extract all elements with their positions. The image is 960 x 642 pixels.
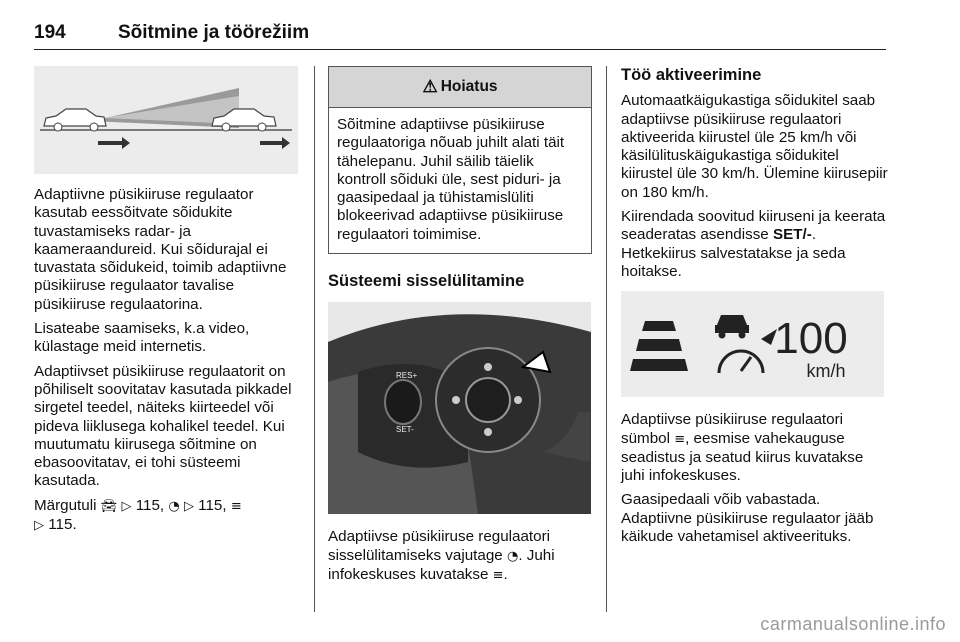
ref-arrow-icon: ▷ bbox=[34, 518, 44, 534]
page-title: Sõitmine ja töörežiim bbox=[118, 22, 310, 43]
display-speed: 100 bbox=[774, 314, 848, 364]
ref-arrow-icon: ▷ bbox=[183, 498, 194, 514]
warning-header bbox=[329, 67, 591, 108]
distance-car-icon: ≡ bbox=[492, 567, 504, 583]
symbol-paragraph: Adaptiivse püsikiiruse regulaatori sümbol ≡, eesmise vahekauguse seadistus ja seatud kiirus kuvatakse juhi infokeskuses. bbox=[621, 411, 864, 485]
indicator-label: Märgutuli bbox=[34, 496, 97, 514]
operation-paragraph: Automaatkäigukastiga sõidukitel saab adaptiivse püsikiiruse regulaatori aktiveerida kiirustel üle 25 km/h või käsilülituskäigukastiga sõidukitel kiirustel üle 30 km/h. Ülemine kiirusepiir on 180 km/h. bbox=[621, 92, 888, 201]
ref-arrow-icon: ▷ bbox=[121, 498, 132, 514]
page-header bbox=[34, 22, 886, 50]
operation-heading: Töö aktiveerimine bbox=[621, 66, 762, 84]
column-3 bbox=[621, 66, 891, 552]
pedal-paragraph: Gaasipedaali võib vabastada. Adaptiivne püsikiiruse regulaator jääb käikude vahetamisel aktiveerituks. bbox=[621, 491, 874, 546]
distance-car-icon: ≡ bbox=[674, 431, 686, 447]
set-paragraph: Kiirendada soovitud kiiruseni ja keerata seaderatas asendisse SET/-. Hetkekiirus salvestatakse ja seda hoitakse. bbox=[621, 208, 886, 280]
warning-title: Hoiatus bbox=[440, 77, 498, 95]
set-label: SET/- bbox=[773, 226, 812, 244]
display-unit: km/h bbox=[806, 361, 846, 382]
radar-illustration bbox=[34, 66, 298, 174]
activation-caption: Adaptiivse püsikiiruse regulaatori sisselülitamiseks vajutage ◔. Juhi infokeskuses kuvatakse ≡. bbox=[328, 528, 555, 583]
ref-page-3: 115. bbox=[48, 516, 77, 534]
warning-box bbox=[328, 66, 592, 254]
watermark: carmanualsonline.info bbox=[760, 614, 946, 634]
section-heading: Süsteemi sisselülitamine bbox=[328, 272, 525, 291]
warning-triangle-icon: ⚠︎ bbox=[422, 76, 438, 96]
steering-wheel-controls-icon bbox=[328, 302, 591, 514]
res-label: RES+ bbox=[396, 371, 418, 381]
steering-wheel-photo bbox=[328, 302, 591, 514]
acc-display-icon bbox=[621, 291, 884, 397]
indicator-reference bbox=[34, 497, 300, 536]
distance-car-icon: ≡ bbox=[230, 498, 242, 514]
intro-paragraph: Adaptiivne püsikiiruse regulaator kasutab eessõitvate sõidukite tuvastamiseks radar- ja kaameraandureid. Kui sõidurajal ei tuvastata sõidukeid, toimib adaptiivne püsikiiruse regulaator tavalise püsikiiruse regulaatorina. bbox=[34, 186, 287, 313]
ref-page-1: 115, bbox=[135, 496, 165, 514]
column-1 bbox=[34, 66, 300, 541]
driver-display-figure bbox=[621, 291, 884, 397]
page-number: 194 bbox=[34, 22, 66, 43]
usage-paragraph: Adaptiivset püsikiiruse regulaatorit on põhiliselt soovitatav kasutada pikkadel sirgetel teedel, näiteks kiirteedel või pideva liiklusega kohalikel teedel. Kui muutumatu kiirusega sõitmine on ebasoovitatav, ei tohi süsteemi kasutada. bbox=[34, 362, 292, 490]
speedometer-icon: ◔ bbox=[168, 498, 180, 514]
video-paragraph: Lisateabe saamiseks, k.a video, külastage meid internetis. bbox=[34, 320, 250, 356]
set-label: SET- bbox=[396, 425, 414, 435]
speedometer-icon: ◔ bbox=[506, 548, 519, 564]
column-divider-1 bbox=[314, 66, 315, 612]
column-divider-2 bbox=[606, 66, 607, 612]
warning-text: Sõitmine adaptiivse püsikiiruse regulaatoriga nõuab juhilt alati täit tähelepanu. Juhil säilib täielik kontroll sõiduki üle, sest piduri- ja gaasipedaal ja tühistamislüliti blokeerivad adaptiivse püsikiiruse regulaatori toimimise. bbox=[337, 116, 565, 243]
car-icon: 🚘︎ bbox=[100, 498, 118, 514]
radar-cars-icon bbox=[34, 66, 298, 174]
header-rule bbox=[34, 49, 886, 50]
column-2 bbox=[328, 66, 592, 591]
ref-page-2: 115, bbox=[198, 496, 227, 514]
